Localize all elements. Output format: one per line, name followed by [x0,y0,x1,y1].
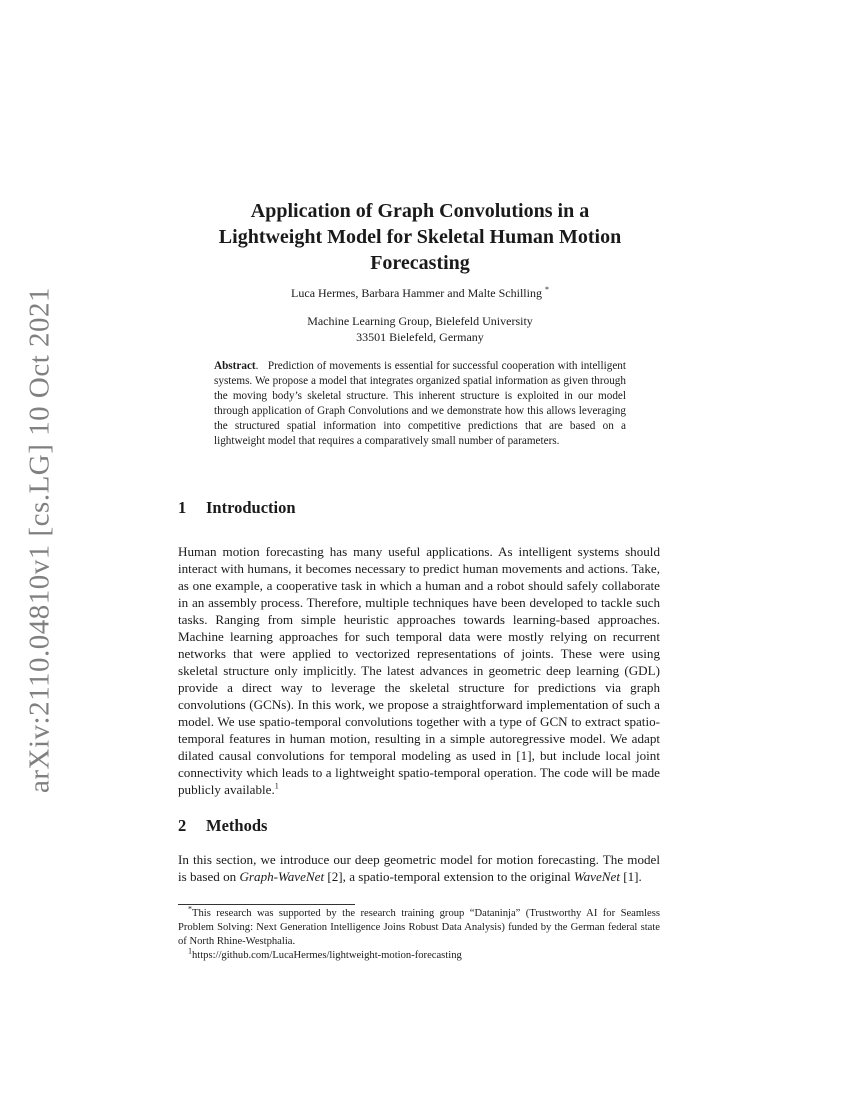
section-heading-methods [178,816,267,836]
title-line-2: Lightweight Model for Skeletal Human Motion [218,226,622,248]
methods-text-part-3: [1]. [623,869,642,884]
abstract-label: Abstract [214,360,256,372]
wavenet-ref: WaveNet [573,869,620,884]
methods-text-part-1: In this section, we introduce our deep geometric model for motion forecasting. The model is based on [178,852,660,884]
code-url-footnote [178,946,660,963]
affiliation [180,313,660,345]
title-line-3: Forecasting [370,252,470,274]
code-url-link[interactable]: https://github.com/LucaHermes/lightweight-motion-forecasting [192,950,462,961]
funding-footnote-text: This research was supported by the research training group “Dataninja” (Trustworthy AI for Seamless Problem Solving: Next Generation Intelligence Joins Robust Data Analysis) funded by the German federal state of North Rhine-Westphalia. [178,908,660,947]
introduction-paragraph [178,543,660,798]
abstract-text: Prediction of movements is essential for successful cooperation with intelligent systems. We propose a model that integrates organized spatial information as given through the moving body’s skeletal structure. This inherent structure is exploited in our model through application of Graph Convolutions and we demonstrate how this allows leveraging the structured spatial information into competitive predictions that are based on a lightweight model that requires a comparatively small number of parameters. [214,360,627,448]
author-list [180,285,660,301]
abstract: Abstract. Prediction of movements is essential for successful cooperation with intelligent systems. We propose a model that integrates organized spatial information as given through the moving body’s skeletal structure. This inherent structure is exploited in our model through application of Graph Convolutions and we demonstrate how this allows leveraging the structured spatial information into competitive predictions that are based on a lightweight model that requires a comparatively small number of parameters. [214,360,627,448]
graph-wavenet-ref: Graph-WaveNet [239,869,325,884]
footnote-ref-1: 1 [274,781,279,791]
methods-text-part-2: [2], a spatio-temporal extension to the original [327,869,571,884]
title-line-1: Application of Graph Convolutions in a [250,200,590,222]
footnote-star-mark: * [188,904,192,914]
author-footnote-mark: * [544,285,549,294]
affiliation-line-1: Machine Learning Group, Bielefeld University [307,314,533,328]
arxiv-identifier-stamp: arXiv:2110.04810v1 [cs.LG] 10 Oct 2021 [23,286,56,794]
footnote-divider [178,904,355,905]
affiliation-line-2: 33501 Bielefeld, Germany [356,330,484,344]
methods-paragraph [178,851,660,885]
authors-text: Luca Hermes, Barbara Hammer and Malte Schilling [291,286,542,300]
funding-footnote [178,904,660,949]
paper-title [180,198,660,276]
section-heading-introduction [178,498,296,518]
section-number: 1 [178,498,187,517]
introduction-text: Human motion forecasting has many useful applications. As intelligent systems should interact with humans, it becomes necessary to predict human movements and actions. Take, as one example, a cooperative task in which a human and a robot should safely collaborate in an assembly process. Therefore, multiple techniques have been developed to tackle such tasks. Ranging from simple heuristic approaches towards learning-based approaches. Machine learning approaches for such temporal data were mostly relying on recurrent networks that were applied to vectorized representations of joints. These were using skeletal structure only implicitly. The latest advances in geometric deep learning (GDL) provide a direct way to leverage the skeletal structure for predictions via graph convolutions (GCNs). In this work, we propose a straightforward implementation of such a model. We use spatio-temporal convolutions together with a type of GCN to extract spatio-temporal features in human motion, resulting in a simple autoregressive model. We adapt dilated causal convolutions for temporal modeling as used in [1], but include local joint connectivity which leads to a lightweight spatio-temporal operation. The code will be made publicly available. [178,544,660,797]
footnotes [178,904,660,963]
section-title: Methods [206,816,268,835]
section-title: Introduction [206,498,296,517]
footnote-1-mark: 1 [188,946,192,956]
section-number: 2 [178,816,187,835]
